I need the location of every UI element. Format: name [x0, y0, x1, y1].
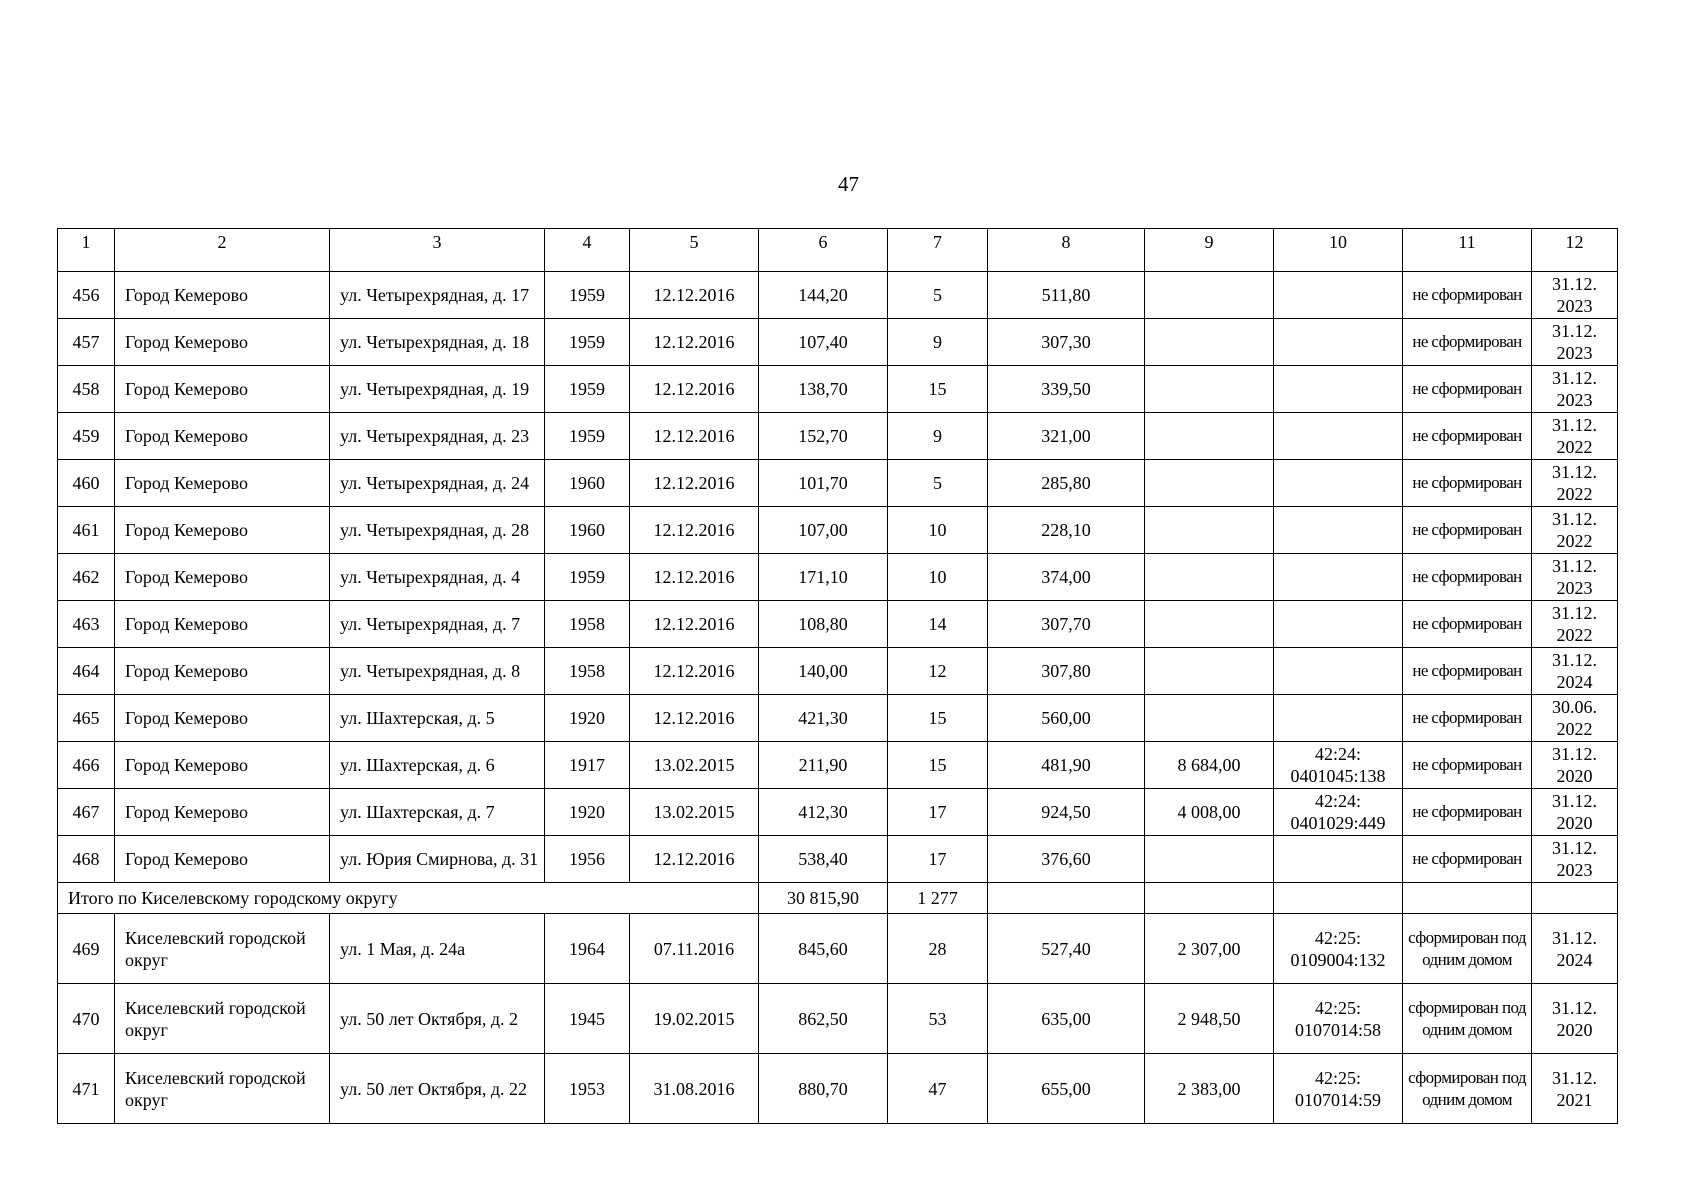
area-cell: 144,20 — [759, 272, 888, 319]
empty-cell — [1274, 883, 1403, 914]
land-area-cell: 321,00 — [988, 413, 1145, 460]
address-cell: ул. Четырехрядная, д. 7 — [330, 601, 545, 648]
area-cell: 171,10 — [759, 554, 888, 601]
header-cell: 12 — [1532, 229, 1618, 272]
table-row — [58, 836, 1618, 883]
year-cell: 1959 — [545, 554, 630, 601]
land-status-cell: не сформирован — [1403, 789, 1532, 836]
column-9-cell — [1145, 272, 1274, 319]
table-row — [58, 507, 1618, 554]
year-cell: 1917 — [545, 742, 630, 789]
municipality-cell: Город Кемерово — [115, 742, 330, 789]
column-9-cell — [1145, 460, 1274, 507]
column-9-cell — [1145, 554, 1274, 601]
land-area-cell: 307,70 — [988, 601, 1145, 648]
row-number-cell: 465 — [58, 695, 115, 742]
header-cell: 5 — [630, 229, 759, 272]
date-cell: 13.02.2015 — [630, 742, 759, 789]
table-row — [58, 914, 1618, 984]
cadastral-number-cell — [1274, 601, 1403, 648]
area-cell: 211,90 — [759, 742, 888, 789]
column-number-header — [58, 229, 1618, 272]
municipality-cell: Город Кемерово — [115, 601, 330, 648]
table-row — [58, 554, 1618, 601]
row-number-cell: 471 — [58, 1054, 115, 1124]
cadastral-number-cell: 42:24: 0401029:449 — [1274, 789, 1403, 836]
cadastral-number-cell — [1274, 460, 1403, 507]
address-cell: ул. Четырехрядная, д. 23 — [330, 413, 545, 460]
deadline-cell: 31.12. 2020 — [1532, 984, 1618, 1054]
residents-cell: 5 — [888, 272, 988, 319]
total-label: Итого по Киселевскому городскому округу — [58, 883, 759, 914]
header-cell: 10 — [1274, 229, 1403, 272]
table-row — [58, 460, 1618, 507]
deadline-cell: 31.12. 2022 — [1532, 507, 1618, 554]
residents-cell: 10 — [888, 554, 988, 601]
header-cell: 7 — [888, 229, 988, 272]
page-number: 47 — [838, 172, 859, 196]
date-cell: 12.12.2016 — [630, 648, 759, 695]
date-cell: 12.12.2016 — [630, 319, 759, 366]
land-area-cell: 285,80 — [988, 460, 1145, 507]
area-cell: 152,70 — [759, 413, 888, 460]
table-row — [58, 601, 1618, 648]
land-status-cell: не сформирован — [1403, 413, 1532, 460]
date-cell: 12.12.2016 — [630, 601, 759, 648]
land-area-cell: 228,10 — [988, 507, 1145, 554]
residents-cell: 15 — [888, 695, 988, 742]
table-row — [58, 319, 1618, 366]
cadastral-number-cell — [1274, 507, 1403, 554]
residents-cell: 12 — [888, 648, 988, 695]
cadastral-number-cell — [1274, 695, 1403, 742]
empty-cell — [1145, 883, 1274, 914]
header-cell: 11 — [1403, 229, 1532, 272]
deadline-cell: 31.12. 2023 — [1532, 319, 1618, 366]
column-9-cell: 4 008,00 — [1145, 789, 1274, 836]
cadastral-number-cell — [1274, 648, 1403, 695]
land-area-cell: 655,00 — [988, 1054, 1145, 1124]
column-9-cell — [1145, 413, 1274, 460]
date-cell: 07.11.2016 — [630, 914, 759, 984]
year-cell: 1956 — [545, 836, 630, 883]
land-status-cell: не сформирован — [1403, 460, 1532, 507]
table-row — [58, 366, 1618, 413]
header-cell: 1 — [58, 229, 115, 272]
cadastral-number-cell — [1274, 836, 1403, 883]
municipality-cell: Город Кемерово — [115, 272, 330, 319]
residents-cell: 53 — [888, 984, 988, 1054]
municipality-cell: Город Кемерово — [115, 413, 330, 460]
year-cell: 1958 — [545, 601, 630, 648]
column-9-cell: 8 684,00 — [1145, 742, 1274, 789]
land-status-cell: не сформирован — [1403, 272, 1532, 319]
date-cell: 12.12.2016 — [630, 272, 759, 319]
address-cell: ул. Четырехрядная, д. 4 — [330, 554, 545, 601]
address-cell: ул. Четырехрядная, д. 17 — [330, 272, 545, 319]
land-status-cell: не сформирован — [1403, 601, 1532, 648]
municipality-cell: Киселевский городской округ — [115, 914, 330, 984]
row-number-cell: 463 — [58, 601, 115, 648]
table-row — [58, 1054, 1618, 1124]
area-cell: 421,30 — [759, 695, 888, 742]
municipality-cell: Город Кемерово — [115, 789, 330, 836]
row-number-cell: 466 — [58, 742, 115, 789]
cadastral-number-cell: 42:25: 0107014:58 — [1274, 984, 1403, 1054]
municipality-cell: Город Кемерово — [115, 648, 330, 695]
deadline-cell: 30.06. 2022 — [1532, 695, 1618, 742]
land-area-cell: 339,50 — [988, 366, 1145, 413]
address-cell: ул. Четырехрядная, д. 28 — [330, 507, 545, 554]
year-cell: 1945 — [545, 984, 630, 1054]
land-status-cell: не сформирован — [1403, 648, 1532, 695]
address-cell: ул. Четырехрядная, д. 18 — [330, 319, 545, 366]
total-area: 30 815,90 — [759, 883, 888, 914]
date-cell: 12.12.2016 — [630, 507, 759, 554]
cadastral-number-cell: 42:24: 0401045:138 — [1274, 742, 1403, 789]
area-cell: 412,30 — [759, 789, 888, 836]
address-cell: ул. Юрия Смирнова, д. 31 — [330, 836, 545, 883]
column-9-cell — [1145, 507, 1274, 554]
header-cell: 9 — [1145, 229, 1274, 272]
header-cell: 2 — [115, 229, 330, 272]
year-cell: 1953 — [545, 1054, 630, 1124]
housing-register-table — [57, 228, 1618, 1124]
municipality-cell: Киселевский городской округ — [115, 984, 330, 1054]
land-status-cell: не сформирован — [1403, 836, 1532, 883]
date-cell: 31.08.2016 — [630, 1054, 759, 1124]
row-number-cell: 470 — [58, 984, 115, 1054]
area-cell: 107,40 — [759, 319, 888, 366]
row-number-cell: 459 — [58, 413, 115, 460]
year-cell: 1920 — [545, 789, 630, 836]
header-cell: 6 — [759, 229, 888, 272]
residents-cell: 17 — [888, 789, 988, 836]
address-cell: ул. Шахтерская, д. 6 — [330, 742, 545, 789]
land-status-cell: не сформирован — [1403, 507, 1532, 554]
area-cell: 138,70 — [759, 366, 888, 413]
column-9-cell: 2 383,00 — [1145, 1054, 1274, 1124]
year-cell: 1960 — [545, 460, 630, 507]
address-cell: ул. Шахтерская, д. 5 — [330, 695, 545, 742]
row-number-cell: 468 — [58, 836, 115, 883]
area-cell: 108,80 — [759, 601, 888, 648]
deadline-cell: 31.12. 2022 — [1532, 460, 1618, 507]
land-status-cell: не сформирован — [1403, 742, 1532, 789]
land-status-cell: не сформирован — [1403, 554, 1532, 601]
date-cell: 13.02.2015 — [630, 789, 759, 836]
total-residents: 1 277 — [888, 883, 988, 914]
row-number-cell: 469 — [58, 914, 115, 984]
land-status-cell: не сформирован — [1403, 695, 1532, 742]
address-cell: ул. Шахтерская, д. 7 — [330, 789, 545, 836]
municipality-cell: Город Кемерово — [115, 460, 330, 507]
deadline-cell: 31.12. 2021 — [1532, 1054, 1618, 1124]
residents-cell: 5 — [888, 460, 988, 507]
land-status-cell: не сформирован — [1403, 319, 1532, 366]
address-cell: ул. Четырехрядная, д. 8 — [330, 648, 545, 695]
area-cell: 845,60 — [759, 914, 888, 984]
land-status-cell: сформирован под одним домом — [1403, 914, 1532, 984]
land-area-cell: 924,50 — [988, 789, 1145, 836]
residents-cell: 10 — [888, 507, 988, 554]
land-area-cell: 376,60 — [988, 836, 1145, 883]
date-cell: 12.12.2016 — [630, 413, 759, 460]
row-number-cell: 461 — [58, 507, 115, 554]
date-cell: 12.12.2016 — [630, 554, 759, 601]
year-cell: 1959 — [545, 413, 630, 460]
land-area-cell: 560,00 — [988, 695, 1145, 742]
row-number-cell: 460 — [58, 460, 115, 507]
date-cell: 19.02.2015 — [630, 984, 759, 1054]
cadastral-number-cell — [1274, 319, 1403, 366]
table-row — [58, 742, 1618, 789]
header-cell: 8 — [988, 229, 1145, 272]
column-9-cell — [1145, 366, 1274, 413]
area-cell: 880,70 — [759, 1054, 888, 1124]
area-cell: 107,00 — [759, 507, 888, 554]
municipality-cell: Город Кемерово — [115, 554, 330, 601]
column-9-cell — [1145, 319, 1274, 366]
residents-cell: 47 — [888, 1054, 988, 1124]
address-cell: ул. 50 лет Октября, д. 22 — [330, 1054, 545, 1124]
table-row — [58, 648, 1618, 695]
municipality-cell: Город Кемерово — [115, 366, 330, 413]
deadline-cell: 31.12. 2020 — [1532, 742, 1618, 789]
municipality-cell: Город Кемерово — [115, 319, 330, 366]
municipality-cell: Киселевский городской округ — [115, 1054, 330, 1124]
land-area-cell: 374,00 — [988, 554, 1145, 601]
table-row — [58, 695, 1618, 742]
deadline-cell: 31.12. 2023 — [1532, 366, 1618, 413]
date-cell: 12.12.2016 — [630, 836, 759, 883]
deadline-cell: 31.12. 2024 — [1532, 648, 1618, 695]
deadline-cell: 31.12. 2020 — [1532, 789, 1618, 836]
cadastral-number-cell — [1274, 413, 1403, 460]
land-status-cell: сформирован под одним домом — [1403, 984, 1532, 1054]
cadastral-number-cell: 42:25: 0109004:132 — [1274, 914, 1403, 984]
row-number-cell: 458 — [58, 366, 115, 413]
land-area-cell: 527,40 — [988, 914, 1145, 984]
residents-cell: 9 — [888, 319, 988, 366]
deadline-cell: 31.12. 2023 — [1532, 272, 1618, 319]
row-number-cell: 464 — [58, 648, 115, 695]
deadline-cell: 31.12. 2022 — [1532, 601, 1618, 648]
land-status-cell: не сформирован — [1403, 366, 1532, 413]
municipality-cell: Город Кемерово — [115, 507, 330, 554]
address-cell: ул. Четырехрядная, д. 24 — [330, 460, 545, 507]
residents-cell: 9 — [888, 413, 988, 460]
column-9-cell — [1145, 836, 1274, 883]
year-cell: 1964 — [545, 914, 630, 984]
year-cell: 1958 — [545, 648, 630, 695]
date-cell: 12.12.2016 — [630, 366, 759, 413]
land-area-cell: 511,80 — [988, 272, 1145, 319]
header-cell: 3 — [330, 229, 545, 272]
cadastral-number-cell: 42:25: 0107014:59 — [1274, 1054, 1403, 1124]
total-row — [58, 883, 1618, 914]
table-body — [58, 229, 1618, 1124]
area-cell: 538,40 — [759, 836, 888, 883]
deadline-cell: 31.12. 2023 — [1532, 554, 1618, 601]
table-row — [58, 984, 1618, 1054]
land-area-cell: 481,90 — [988, 742, 1145, 789]
empty-cell — [988, 883, 1145, 914]
cadastral-number-cell — [1274, 366, 1403, 413]
land-status-cell: сформирован под одним домом — [1403, 1054, 1532, 1124]
table-row — [58, 789, 1618, 836]
residents-cell: 15 — [888, 742, 988, 789]
empty-cell — [1532, 883, 1618, 914]
municipality-cell: Город Кемерово — [115, 695, 330, 742]
date-cell: 12.12.2016 — [630, 695, 759, 742]
cadastral-number-cell — [1274, 272, 1403, 319]
year-cell: 1959 — [545, 319, 630, 366]
address-cell: ул. 50 лет Октября, д. 2 — [330, 984, 545, 1054]
residents-cell: 15 — [888, 366, 988, 413]
cadastral-number-cell — [1274, 554, 1403, 601]
land-area-cell: 307,30 — [988, 319, 1145, 366]
empty-cell — [1403, 883, 1532, 914]
area-cell: 862,50 — [759, 984, 888, 1054]
table-row — [58, 272, 1618, 319]
column-9-cell — [1145, 601, 1274, 648]
column-9-cell: 2 948,50 — [1145, 984, 1274, 1054]
row-number-cell: 456 — [58, 272, 115, 319]
area-cell: 140,00 — [759, 648, 888, 695]
column-9-cell: 2 307,00 — [1145, 914, 1274, 984]
table-row — [58, 413, 1618, 460]
address-cell: ул. Четырехрядная, д. 19 — [330, 366, 545, 413]
year-cell: 1959 — [545, 272, 630, 319]
land-area-cell: 307,80 — [988, 648, 1145, 695]
row-number-cell: 457 — [58, 319, 115, 366]
row-number-cell: 467 — [58, 789, 115, 836]
deadline-cell: 31.12. 2023 — [1532, 836, 1618, 883]
municipality-cell: Город Кемерово — [115, 836, 330, 883]
header-cell: 4 — [545, 229, 630, 272]
row-number-cell: 462 — [58, 554, 115, 601]
land-area-cell: 635,00 — [988, 984, 1145, 1054]
address-cell: ул. 1 Мая, д. 24а — [330, 914, 545, 984]
residents-cell: 28 — [888, 914, 988, 984]
residents-cell: 17 — [888, 836, 988, 883]
year-cell: 1920 — [545, 695, 630, 742]
area-cell: 101,70 — [759, 460, 888, 507]
deadline-cell: 31.12. 2022 — [1532, 413, 1618, 460]
year-cell: 1959 — [545, 366, 630, 413]
date-cell: 12.12.2016 — [630, 460, 759, 507]
year-cell: 1960 — [545, 507, 630, 554]
deadline-cell: 31.12. 2024 — [1532, 914, 1618, 984]
residents-cell: 14 — [888, 601, 988, 648]
column-9-cell — [1145, 695, 1274, 742]
column-9-cell — [1145, 648, 1274, 695]
